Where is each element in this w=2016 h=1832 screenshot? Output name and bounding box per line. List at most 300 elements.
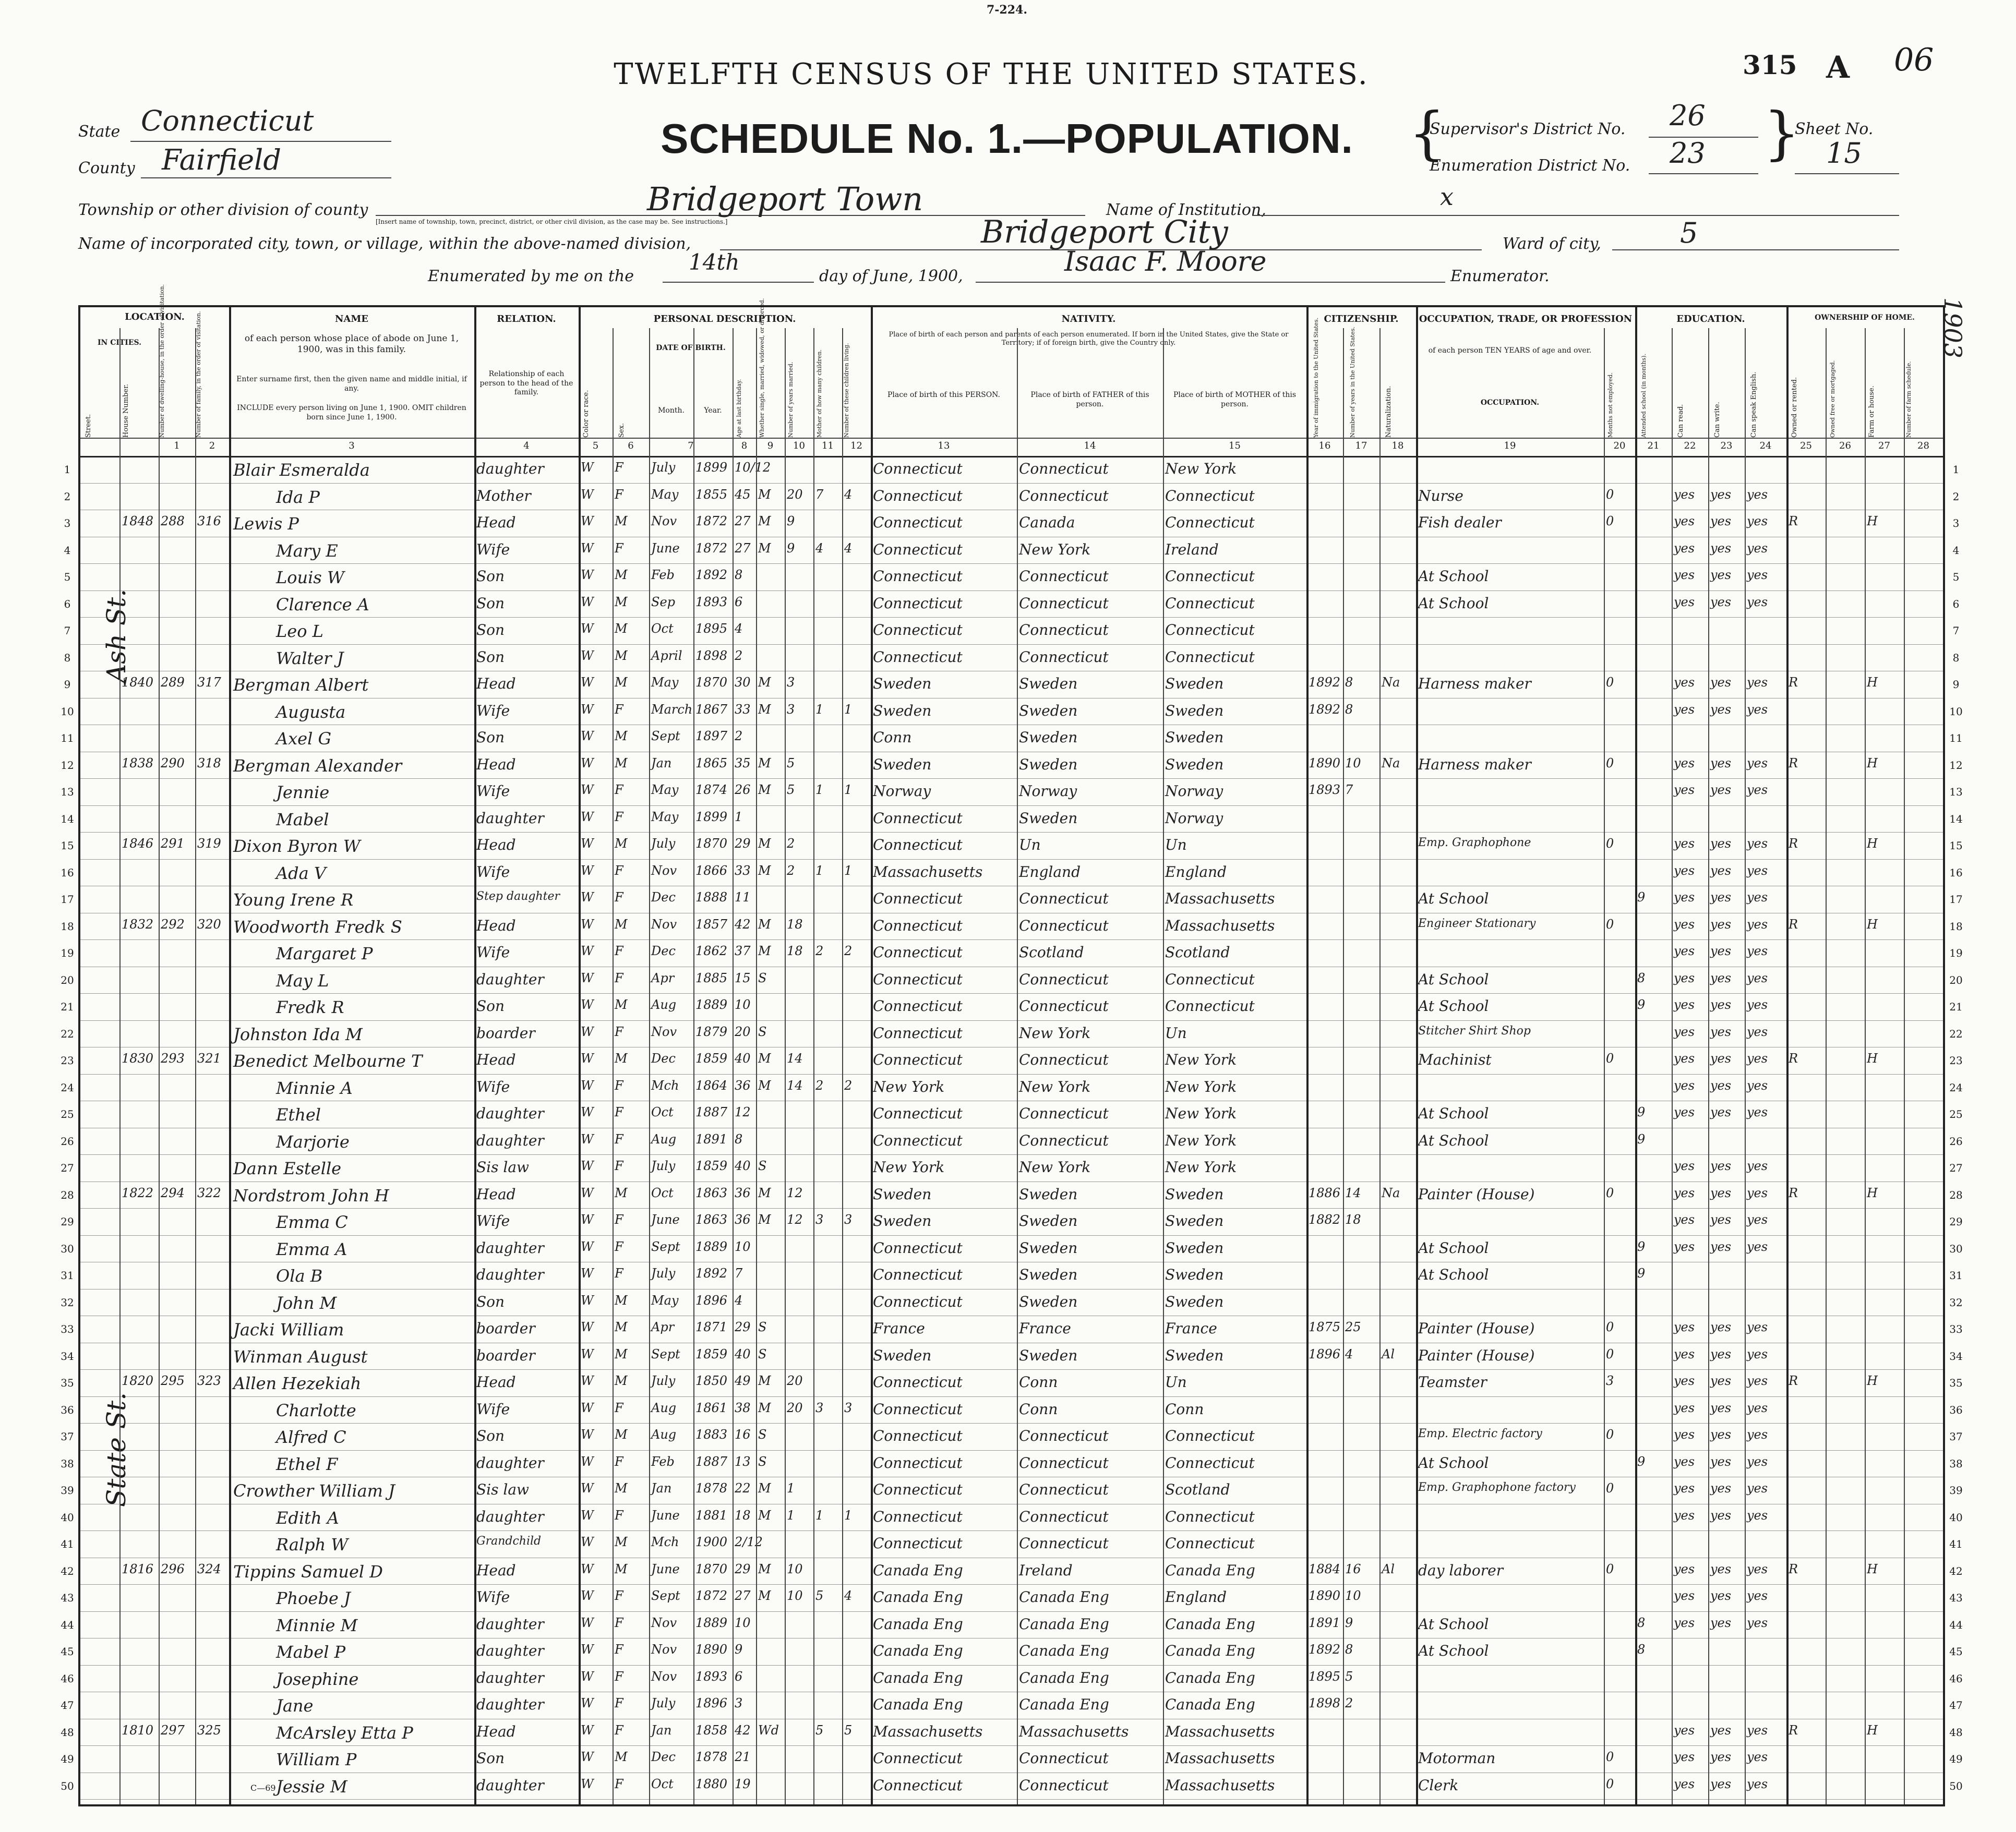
row-number-right: 4	[1952, 544, 1960, 557]
header-dob: DATE OF BIRTH.	[656, 344, 726, 352]
cell-yr: 1889	[695, 997, 728, 1012]
cell-mpob: Sweden	[1165, 755, 1224, 773]
header-street: Street.	[85, 414, 92, 438]
column-number: 25	[1800, 440, 1812, 451]
cell-cl: 1	[844, 863, 853, 878]
cell-fpob: Sweden	[1019, 1239, 1078, 1257]
header-relation: RELATION.	[497, 314, 556, 324]
row-line	[80, 993, 1943, 994]
cell-pob: Connecticut	[873, 540, 963, 558]
header-marital: Whether single, married, widowed, or divorced.	[759, 298, 765, 438]
cell-pob: Sweden	[873, 1346, 932, 1364]
cell-mpob: Canada Eng	[1165, 1561, 1255, 1579]
column-number: 10	[793, 440, 805, 451]
cell-pob: Canada Eng	[873, 1642, 963, 1659]
cell-rel: Head	[476, 1185, 516, 1203]
cell-col: W	[581, 917, 594, 932]
cell-name: Jacki William	[233, 1320, 344, 1340]
cell-wr: yes	[1710, 890, 1732, 905]
cell-pob: Sweden	[873, 675, 932, 692]
column-number: 21	[1647, 440, 1660, 451]
cell-fpob: New York	[1019, 1024, 1091, 1042]
header-schedule-no: Number of farm schedule.	[1905, 361, 1912, 438]
cell-ym: 14	[787, 1051, 803, 1066]
cell-wr: yes	[1710, 1212, 1732, 1227]
cell-occ: Painter (House)	[1418, 1320, 1535, 1337]
cell-name: Woodworth Fredk S	[233, 917, 402, 937]
cell-fpob: Connecticut	[1019, 621, 1109, 638]
cell-wr: yes	[1710, 1346, 1732, 1361]
cell-rel: daughter	[476, 1669, 544, 1686]
row-number-right: 40	[1949, 1511, 1963, 1524]
row-number-left: 1	[64, 463, 71, 476]
cell-yr: 1863	[695, 1185, 728, 1200]
cell-yr: 1865	[695, 755, 728, 770]
cell-fpob: Canada Eng	[1019, 1588, 1109, 1606]
cell-age: 42	[735, 1722, 751, 1738]
cell-own: R	[1789, 675, 1798, 690]
row-line	[80, 1369, 1943, 1370]
cell-pob: Connecticut	[873, 1293, 963, 1310]
cell-imm: 1896	[1309, 1346, 1341, 1361]
column-number-line	[80, 438, 1943, 439]
cell-yus: 2	[1345, 1696, 1353, 1710]
cell-mpob: Un	[1165, 1024, 1187, 1042]
cell-yr: 1896	[695, 1696, 728, 1710]
cell-yr: 1870	[695, 836, 728, 851]
cell-name: Jessie M	[276, 1776, 347, 1797]
cell-rd: yes	[1674, 1776, 1695, 1791]
cell-yr: 1859	[695, 1346, 728, 1361]
cell-mon: Nov	[651, 863, 677, 878]
cell-col: W	[581, 1131, 594, 1147]
cell-sex: F	[615, 1212, 623, 1227]
cell-en: yes	[1747, 1615, 1768, 1630]
cell-mpob: Canada Eng	[1165, 1669, 1255, 1686]
cell-unemp: 0	[1606, 675, 1614, 690]
row-number-right: 38	[1949, 1457, 1963, 1470]
cell-wr: yes	[1710, 1185, 1732, 1200]
cell-mon: Sept	[651, 1239, 680, 1254]
cell-mpob: Connecticut	[1165, 1535, 1255, 1552]
cell-name: Crowther William J	[233, 1481, 395, 1501]
row-number-left: 32	[61, 1296, 74, 1309]
cell-col: W	[581, 863, 594, 878]
cell-occ: Harness maker	[1418, 755, 1531, 773]
schedule-title: SCHEDULE No. 1.—POPULATION.	[661, 115, 1353, 162]
cell-own: R	[1789, 514, 1798, 528]
cell-house: 1846	[122, 836, 154, 851]
row-number-right: 9	[1952, 678, 1960, 691]
cell-rel: daughter	[476, 1131, 544, 1149]
cell-cl: 4	[844, 487, 853, 502]
row-number-right: 25	[1949, 1108, 1963, 1120]
cell-col: W	[581, 1776, 594, 1791]
cell-rel: Mother	[476, 487, 531, 504]
cell-ym: 1	[787, 1508, 795, 1523]
cell-ym: 14	[787, 1078, 803, 1093]
cell-en: yes	[1747, 1239, 1768, 1254]
cell-en: yes	[1747, 1185, 1768, 1200]
cell-age: 11	[735, 890, 751, 905]
row-number-right: 22	[1949, 1027, 1963, 1040]
cell-yus: 5	[1345, 1669, 1353, 1684]
cell-yr: 1872	[695, 540, 728, 556]
cell-mon: May	[651, 809, 679, 824]
cell-rd: yes	[1674, 863, 1695, 878]
column-number: 2	[209, 440, 215, 451]
cell-imm: 1890	[1309, 1588, 1341, 1603]
cell-fpob: Sweden	[1019, 1346, 1078, 1364]
cell-pob: Connecticut	[873, 1239, 963, 1257]
cell-occ: Harness maker	[1418, 675, 1531, 692]
cell-en: yes	[1747, 1481, 1768, 1496]
supervisor-label: Supervisor's District No.	[1430, 120, 1626, 138]
cell-mpob: Connecticut	[1165, 487, 1255, 504]
cell-cl: 4	[844, 540, 853, 556]
cell-sch: 9	[1637, 890, 1646, 905]
header-house-number: House Number.	[122, 383, 130, 438]
cell-yr: 1866	[695, 863, 728, 878]
cell-mar: S	[758, 1454, 767, 1469]
cell-mon: Sept	[651, 729, 680, 743]
cell-rel: Son	[476, 621, 505, 638]
header-write: Can write.	[1713, 402, 1721, 438]
column-divider	[842, 328, 843, 1804]
row-number-right: 10	[1949, 705, 1963, 718]
cell-sch: 8	[1637, 1642, 1646, 1657]
cell-unemp: 0	[1606, 1561, 1614, 1576]
column-divider	[1672, 328, 1673, 1804]
row-number-right: 33	[1949, 1323, 1963, 1335]
cell-occ: Engineer Stationary	[1418, 917, 1536, 930]
cell-fam: 318	[197, 755, 221, 770]
cell-name: Emma A	[276, 1239, 347, 1259]
cell-ym: 3	[787, 675, 795, 690]
row-number-right: 42	[1949, 1564, 1963, 1577]
cell-name: Ralph W	[276, 1535, 349, 1554]
row-number-left: 20	[61, 973, 74, 986]
cell-mon: Aug	[651, 997, 677, 1012]
cell-sex: M	[615, 1481, 628, 1496]
row-number-left: 14	[61, 812, 74, 825]
cell-yus: 9	[1345, 1615, 1353, 1630]
cell-rel: Head	[476, 1373, 516, 1391]
column-divider	[1635, 307, 1637, 1804]
cell-dw: 295	[161, 1373, 185, 1388]
cell-unemp: 3	[1606, 1373, 1614, 1388]
cell-yr: 1893	[695, 594, 728, 609]
cell-mar: S	[758, 1346, 767, 1361]
cell-mar: S	[758, 1320, 767, 1334]
cell-mpob: New York	[1165, 1105, 1237, 1122]
cell-sex: M	[615, 675, 628, 690]
cell-fpob: Sweden	[1019, 809, 1078, 827]
row-number-left: 2	[64, 490, 71, 503]
cell-yus: 14	[1345, 1185, 1361, 1200]
cell-occ: Emp. Electric factory	[1418, 1427, 1542, 1440]
cell-en: yes	[1747, 1373, 1768, 1388]
cell-mon: July	[651, 1159, 676, 1173]
row-line	[80, 939, 1943, 940]
cell-sex: F	[615, 460, 623, 475]
cell-pob: Connecticut	[873, 1454, 963, 1472]
cell-mpob: Connecticut	[1165, 1508, 1255, 1525]
cell-age: 2	[735, 648, 743, 663]
cell-age: 1	[735, 809, 743, 824]
cell-nat: Na	[1382, 675, 1400, 690]
cell-name: John M	[276, 1293, 337, 1313]
cell-pob: Connecticut	[873, 1051, 963, 1068]
column-divider	[733, 328, 734, 1804]
cell-mpob: Scotland	[1165, 944, 1230, 961]
cell-fpob: Connecticut	[1019, 1776, 1109, 1794]
cell-nat: Al	[1382, 1561, 1395, 1576]
cell-mpob: Massachusetts	[1165, 1776, 1275, 1794]
cell-age: 38	[735, 1400, 751, 1415]
cell-col: W	[581, 1481, 594, 1496]
cell-en: yes	[1747, 890, 1768, 905]
cell-yr: 1878	[695, 1750, 728, 1764]
cell-rd: yes	[1674, 1346, 1695, 1361]
cell-imm: 1884	[1309, 1561, 1341, 1576]
header-location: LOCATION.	[125, 311, 185, 322]
column-divider	[474, 307, 476, 1804]
cell-ym: 20	[787, 1373, 803, 1388]
cell-pob: Canada Eng	[873, 1561, 963, 1579]
cell-name: Louis W	[276, 568, 344, 587]
cell-ym: 18	[787, 917, 803, 932]
cell-col: W	[581, 1051, 594, 1066]
column-number: 7	[688, 440, 694, 451]
cell-en: yes	[1747, 755, 1768, 770]
row-number-left: 27	[61, 1162, 74, 1174]
row-line	[80, 832, 1943, 833]
cell-fpob: Sweden	[1019, 702, 1078, 719]
cell-rd: yes	[1674, 1373, 1695, 1388]
row-number-right: 18	[1949, 920, 1963, 933]
cell-rel: Head	[476, 917, 516, 934]
cell-yr: 1883	[695, 1427, 728, 1442]
enumerator-label: Enumerator.	[1450, 267, 1550, 285]
cell-farm: H	[1867, 675, 1878, 690]
cell-col: W	[581, 1588, 594, 1603]
cell-own: R	[1789, 755, 1798, 770]
cell-pob: Connecticut	[873, 1427, 963, 1444]
cell-occ: Emp. Graphophone factory	[1418, 1481, 1576, 1494]
cell-name: Phoebe J	[276, 1588, 351, 1608]
cell-fpob: Connecticut	[1019, 917, 1109, 934]
cell-rel: boarder	[476, 1024, 535, 1042]
cell-name: Bergman Alexander	[233, 755, 402, 776]
cell-occ: Fish dealer	[1418, 514, 1502, 531]
cell-house: 1830	[122, 1051, 154, 1066]
census-title: TWELFTH CENSUS OF THE UNITED STATES.	[614, 57, 1369, 91]
cell-occ: At School	[1418, 1131, 1489, 1149]
cell-rel: Son	[476, 594, 505, 612]
cell-rel: Step daughter	[476, 890, 560, 903]
cell-rel: Wife	[476, 782, 510, 800]
row-line	[80, 1745, 1943, 1746]
cell-farm: H	[1867, 917, 1878, 932]
cell-imm: 1886	[1309, 1185, 1341, 1200]
cell-yr: 1891	[695, 1131, 728, 1147]
row-number-left: 46	[61, 1672, 74, 1685]
cell-dw: 289	[161, 675, 185, 690]
row-number-left: 45	[61, 1645, 74, 1658]
cell-rel: Wife	[476, 540, 510, 558]
cell-yr: 1887	[695, 1105, 728, 1119]
cell-mar: M	[758, 917, 771, 932]
row-line	[80, 1450, 1943, 1451]
row-number-right: 20	[1949, 973, 1963, 986]
cell-col: W	[581, 782, 594, 797]
cell-mpob: Connecticut	[1165, 997, 1255, 1015]
cell-mpob: Sweden	[1165, 1266, 1224, 1283]
cell-farm: H	[1867, 1561, 1878, 1576]
header-name-instr2: INCLUDE every person living on June 1, 1900. OMIT children born since June 1, 1900.	[237, 404, 466, 421]
cell-en: yes	[1747, 1508, 1768, 1523]
row-number-right: 21	[1949, 1001, 1963, 1013]
cell-yr: 1870	[695, 1561, 728, 1576]
cell-unemp: 0	[1606, 1320, 1614, 1334]
cell-fpob: Sweden	[1019, 1185, 1078, 1203]
cell-mar: M	[758, 1212, 771, 1227]
header-occupation: OCCUPATION, TRADE, OR PROFESSION	[1419, 314, 1633, 324]
column-number: 15	[1229, 440, 1241, 451]
cell-sch: 9	[1637, 1131, 1646, 1147]
cell-mar: M	[758, 1078, 771, 1093]
cell-mon: Nov	[651, 1615, 677, 1630]
cell-name: Mary E	[276, 540, 338, 561]
cell-rel: daughter	[476, 970, 544, 988]
cell-fpob: Connecticut	[1019, 1131, 1109, 1149]
row-number-left: 7	[64, 624, 71, 637]
cell-pob: Connecticut	[873, 648, 963, 666]
cell-ym: 2	[787, 836, 795, 851]
cell-sex: M	[615, 1373, 628, 1388]
header-name-desc: of each person whose place of abode on June 1, 1900, was in this family.	[244, 333, 459, 355]
column-divider	[1865, 328, 1866, 1804]
column-divider	[1163, 328, 1164, 1804]
cell-mpob: Scotland	[1165, 1481, 1230, 1498]
cell-sex: F	[615, 1400, 623, 1415]
cell-mpob: Massachusetts	[1165, 917, 1275, 934]
cell-rd: yes	[1674, 997, 1695, 1012]
cell-mpob: New York	[1165, 460, 1237, 477]
row-number-right: 2	[1952, 490, 1960, 503]
cell-name: Benedict Melbourne T	[233, 1051, 423, 1071]
row-number-right: 43	[1949, 1592, 1963, 1604]
cell-yr: 1900	[695, 1535, 728, 1549]
cell-mar: S	[758, 970, 767, 985]
cell-imm: 1890	[1309, 755, 1341, 770]
cell-sex: F	[615, 1776, 623, 1791]
row-number-right: 23	[1949, 1054, 1963, 1067]
cell-sex: F	[615, 702, 623, 717]
cell-sch: 8	[1637, 1615, 1646, 1630]
cell-mpob: Sweden	[1165, 1185, 1224, 1203]
cell-yus: 25	[1345, 1320, 1361, 1334]
cell-house: 1838	[122, 755, 154, 770]
cell-col: W	[581, 1750, 594, 1764]
cell-sex: M	[615, 755, 628, 770]
header-sex: Sex.	[618, 423, 626, 438]
cell-yr: 1867	[695, 702, 728, 717]
cell-sch: 9	[1637, 1266, 1646, 1281]
row-number-left: 36	[61, 1403, 74, 1416]
cell-yr: 1885	[695, 970, 728, 985]
cell-age: 36	[735, 1185, 751, 1200]
cell-imm: 1892	[1309, 675, 1341, 690]
row-number-right: 30	[1949, 1242, 1963, 1255]
cell-name: May L	[276, 970, 329, 991]
page-handwritten-number: 06	[1894, 42, 1934, 78]
cell-mar: M	[758, 1400, 771, 1415]
cell-mon: Dec	[651, 1750, 676, 1764]
cell-en: yes	[1747, 1454, 1768, 1469]
cell-pob: Connecticut	[873, 1776, 963, 1794]
cell-cl: 5	[844, 1722, 853, 1738]
cell-sex: M	[615, 514, 628, 528]
row-number-right: 7	[1952, 624, 1960, 637]
cell-fpob: Sweden	[1019, 675, 1078, 692]
cell-pob: Canada Eng	[873, 1615, 963, 1633]
cell-wr: yes	[1710, 970, 1732, 985]
column-number: 17	[1355, 440, 1367, 451]
cell-yus: 10	[1345, 1588, 1361, 1603]
form-number: 7-224.	[986, 3, 1028, 17]
cell-rd: yes	[1674, 487, 1695, 502]
cell-name: Minnie M	[276, 1615, 358, 1635]
township-value: Bridgeport Town	[647, 180, 923, 218]
row-number-left: 50	[61, 1779, 74, 1792]
row-number-right: 24	[1949, 1081, 1963, 1094]
column-divider	[1786, 307, 1789, 1804]
column-divider	[229, 307, 231, 1804]
cell-own: R	[1789, 836, 1798, 851]
cell-rel: Son	[476, 1293, 505, 1310]
cell-occ: At School	[1418, 1642, 1489, 1659]
cell-mar: M	[758, 944, 771, 958]
cell-rd: yes	[1674, 917, 1695, 932]
cell-wr: yes	[1710, 1722, 1732, 1738]
cell-pob: Connecticut	[873, 970, 963, 988]
cell-col: W	[581, 729, 594, 743]
column-number: 19	[1504, 440, 1516, 451]
cell-pob: Connecticut	[873, 594, 963, 612]
cell-mpob: Conn	[1165, 1400, 1204, 1418]
cell-yr: 1862	[695, 944, 728, 958]
cell-col: W	[581, 1078, 594, 1093]
cell-mc: 3	[815, 1400, 824, 1415]
cell-wr: yes	[1710, 1320, 1732, 1334]
cell-yr: 1899	[695, 809, 728, 824]
cell-name: Jennie	[276, 782, 330, 802]
cell-fpob: France	[1019, 1320, 1071, 1337]
column-number: 28	[1917, 440, 1929, 451]
cell-sex: F	[615, 1588, 623, 1603]
cell-dw: 292	[161, 917, 185, 932]
cell-rel: Wife	[476, 1400, 510, 1418]
cell-col: W	[581, 460, 594, 475]
cell-age: 19	[735, 1776, 751, 1791]
cell-mon: July	[651, 460, 676, 475]
cell-wr: yes	[1710, 1776, 1732, 1791]
row-number-right: 32	[1949, 1296, 1963, 1309]
cell-yr: 1893	[695, 1669, 728, 1684]
cell-cl: 3	[844, 1400, 853, 1415]
